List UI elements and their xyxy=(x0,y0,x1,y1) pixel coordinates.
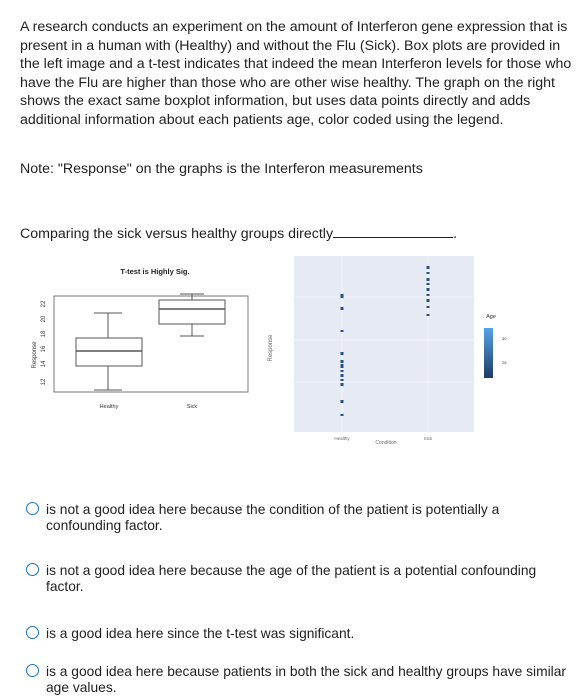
age-legend-colorbar xyxy=(484,328,493,378)
radio-button[interactable] xyxy=(26,664,39,677)
option-label: is not a good idea here because the condition of the patient is potentially a confounding factor. xyxy=(46,502,500,533)
age-legend-tick: 25 xyxy=(502,360,507,365)
answer-option-2[interactable] xyxy=(26,563,566,595)
answer-option-1[interactable] xyxy=(26,502,566,534)
answer-option-3[interactable] xyxy=(26,626,566,642)
question-stem-end: . xyxy=(453,226,458,242)
y-tick-label: 20 xyxy=(41,315,47,323)
y-tick-label: 14 xyxy=(41,360,47,368)
radio-button[interactable] xyxy=(26,563,39,576)
y-tick-label: 22 xyxy=(41,300,47,308)
left-boxplot-figure xyxy=(30,258,250,423)
question-stem xyxy=(20,225,457,242)
option-label: is a good idea here since the t-test was significant. xyxy=(46,626,355,641)
left-plot-ylabel: Response xyxy=(32,341,38,369)
y-tick-label: 18 xyxy=(41,330,47,338)
radio-button[interactable] xyxy=(26,626,39,639)
option-label: is not a good idea here because the age of the patient is a potential confounding factor. xyxy=(46,563,537,594)
y-tick-label: 12 xyxy=(41,378,47,386)
question-intro: A research conducts an experiment on the amount of Interferon gene expression that is present in a human with (Healthy) and without the Flu (Sick). Box plots are provided in the left image and a t-test indicates that indeed the mean Interferon levels for those who have the Flu are higher than those who are other wise healthy. The graph on the right shows the exact same boxplot information, but uses data points directly and adds additional information about each patients age, color coded using the legend. xyxy=(20,19,572,128)
x-category-label: Sick xyxy=(186,404,198,410)
right-plot-xlabel: Condition xyxy=(375,440,397,446)
age-legend-title: Age xyxy=(486,314,496,320)
answer-option-4[interactable] xyxy=(26,664,566,696)
answer-blank xyxy=(333,225,453,238)
note-text: Note: "Response" on the graphs is the Interferon measurements xyxy=(20,161,423,177)
x-category-label: Healthy xyxy=(99,404,119,410)
age-legend-tick: 30 xyxy=(502,336,507,341)
right-x-category-label: Healthy xyxy=(334,436,350,441)
right-x-category-label: Sick xyxy=(423,436,433,441)
right-plot-panel xyxy=(294,256,474,432)
option-label: is a good idea here because patients in both the sick and healthy groups have similar age values. xyxy=(46,664,567,695)
y-tick-label: 16 xyxy=(41,345,47,353)
right-scatter-figure xyxy=(262,252,522,452)
left-plot-ticks xyxy=(41,300,47,385)
left-plot-title: T-test is Highly Sig. xyxy=(120,267,190,276)
radio-button[interactable] xyxy=(26,502,39,515)
right-plot-ylabel: Response xyxy=(268,334,274,362)
question-stem-text: Comparing the sick versus healthy groups directly xyxy=(20,226,334,242)
